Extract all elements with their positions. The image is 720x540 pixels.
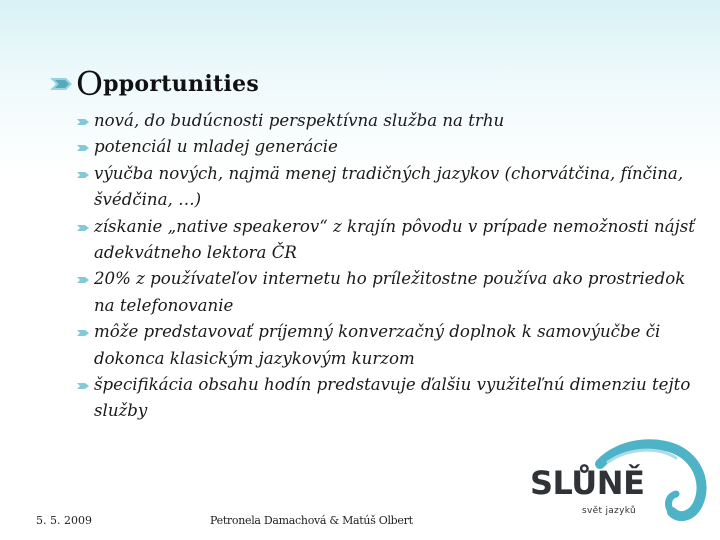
list-item [76,134,696,160]
company-logo [512,414,720,540]
title-bullet-icon [46,69,76,99]
bullet-list [76,108,696,425]
slide-title [46,66,259,102]
bullet-icon [76,141,90,155]
logo-name: SLŮNĚ [530,464,645,502]
bullet-text: získanie „native speakerov“ z krajín pôvodu v prípade nemožnosti nájsť adekvátneho lektora ČR [94,216,695,263]
bullet-text: výučba nových, najmä menej tradičných jazykov (chorvátčina, fínčina, švédčina, …) [94,163,684,210]
list-item [76,319,696,372]
bullet-text: nová, do budúcnosti perspektívna služba na trhu [94,111,505,130]
bullet-text: môže predstavovať príjemný konverzačný doplnok k samovýučbe či dokonca klasickým jazykovým kurzom [94,322,661,368]
bullet-icon [76,168,90,182]
list-item [76,108,696,134]
bullet-text: 20% z používateľov internetu ho príležitostne používa ako prostriedok na telefonovanie [94,269,686,315]
list-item [76,161,696,214]
bullet-icon [76,326,90,340]
bullet-icon [76,221,90,235]
list-item [76,214,696,267]
footer-date: 5. 5. 2009 [36,514,92,527]
bullet-icon [76,115,90,129]
title-first-letter: O [76,64,104,103]
logo-tagline: svět jazyků [582,506,636,516]
bullet-icon [76,379,90,393]
footer-author: Petronela Damachová & Matúš Olbert [210,514,413,527]
bullet-text: špecifikácia obsahu hodín predstavuje ďalšiu využiteľnú dimenziu tejto služby [94,375,691,421]
bullet-icon [76,273,90,287]
title-rest: pportunities [103,71,260,97]
bullet-text: potenciál u mladej generácie [94,137,338,157]
list-item [76,266,696,319]
